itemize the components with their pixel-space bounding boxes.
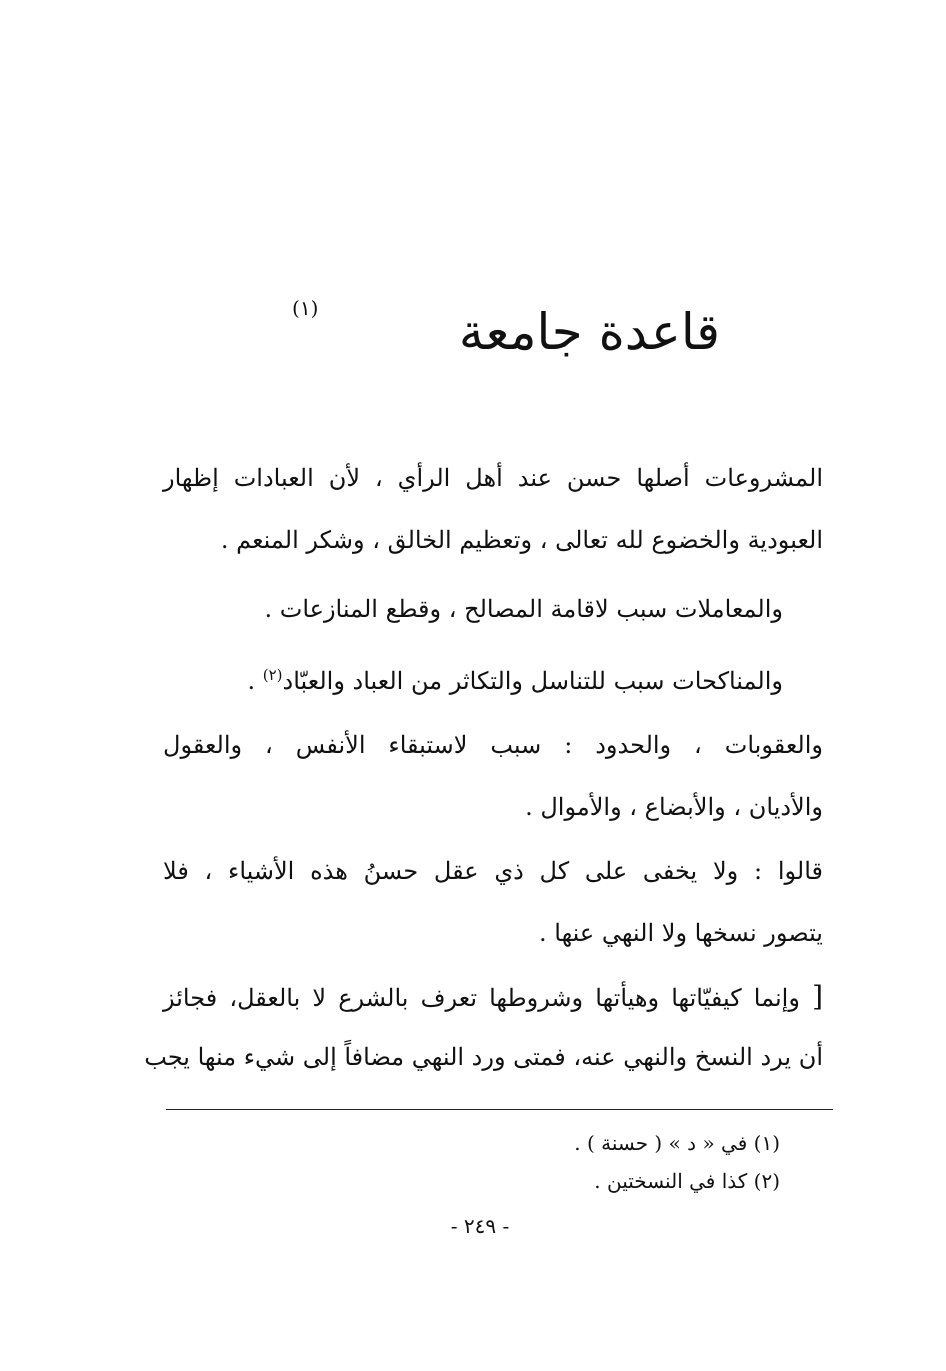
section-title: قاعدة جامعة (458, 303, 720, 361)
body-line-6: والأديان ، والأبضاع ، والأموال . (525, 793, 823, 821)
footnote-1: (١) في « د » ( حسنة ) . (574, 1131, 780, 1155)
body-line-4-end: . (247, 667, 256, 695)
footnote-2: (٢) كذا في النسختين . (594, 1169, 780, 1193)
body-line-9-text: وإنما كيفيّاتها وهيأتها وشروطها تعرف بالشرع لا بالعقل، فجائز (163, 984, 800, 1012)
body-line-7: قالوا : ولا يخفى على كل ذي عقل حسنُ هذه الأشياء ، فلا (163, 857, 823, 885)
body-line-4-text: والمناكحات سبب للتناسل والتكاثر من العباد والعبّاد (282, 667, 783, 695)
body-line-5: والعقوبات ، والحدود : سبب لاستبقاء الأنفس ، والعقول (163, 731, 823, 759)
body-line-2: العبودية والخضوع لله تعالى ، وتعظيم الخالق ، وشكر المنعم . (220, 526, 823, 554)
footnote-ref-2: (٢) (262, 666, 283, 684)
footnote-separator (166, 1109, 833, 1110)
title-footnote-ref: (١) (292, 296, 319, 320)
body-line-8: يتصور نسخها ولا النهي عنها . (539, 919, 823, 947)
page-number: - ٢٤٩ - (450, 1214, 510, 1238)
body-line-4 (163, 655, 783, 701)
body-line-9 (163, 977, 823, 1018)
body-line-10: أن يرد النسخ والنهي عنه، فمتى ورد النهي مضافاً إلى شيء منها يجب (144, 1043, 823, 1071)
body-line-1: المشروعات أصلها حسن عند أهل الرأي ، لأن العبادات إظهار (163, 464, 823, 492)
body-line-3: والمعاملات سبب لاقامة المصالح ، وقطع المنازعات . (264, 595, 783, 623)
editor-bracket: [ (812, 980, 823, 1013)
